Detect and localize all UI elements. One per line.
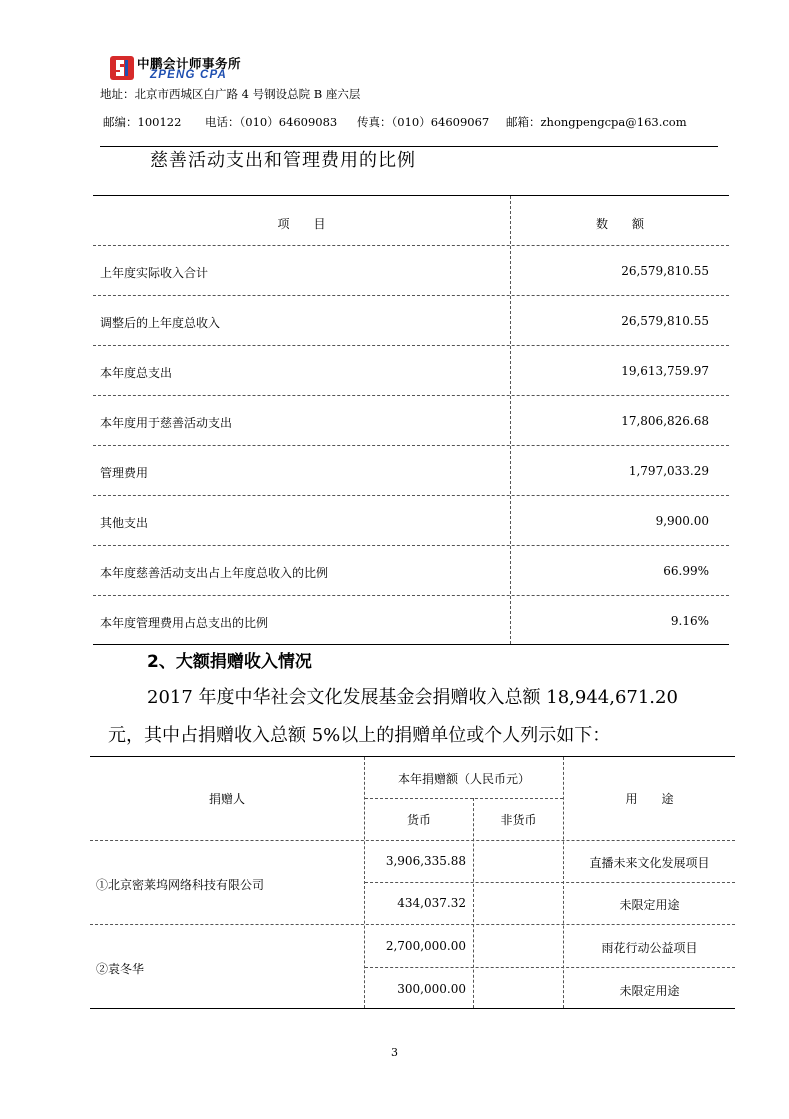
paragraph-line-2: 元，其中占捐赠收入总额 5%以上的捐赠单位或个人列示如下： [108,725,611,746]
donor-name: ②袁冬华 [96,962,145,976]
table-top-border [93,195,729,196]
row-label: 本年度用于慈善活动支出 [100,416,233,430]
col-header-amount: 本年捐赠额（人民币元） [397,772,530,786]
usage: 未限定用途 [619,984,680,998]
page-number: 3 [391,1046,398,1059]
row-value: 26,579,810.55 [621,314,709,328]
col-header-usage: 用 途 [625,792,674,806]
section2-heading: 2、大额捐赠收入情况 [147,652,312,672]
row-label: 管理费用 [100,466,149,480]
section-title: 慈善活动支出和管理费用的比例 [150,150,416,171]
usage: 未限定用途 [619,898,680,912]
col-header-donor: 捐赠人 [208,792,245,806]
row-label: 本年度慈善活动支出占上年度总收入的比例 [100,566,329,580]
row-label: 调整后的上年度总收入 [100,316,221,330]
row-label: 其他支出 [100,516,149,530]
row-value: 1,797,033.29 [628,464,709,478]
col-header-amount: 数 额 [595,217,644,231]
row-value: 26,579,810.55 [621,264,709,278]
firm-name-en: ZPENG CPA [150,69,228,81]
table-bottom-border [90,1008,735,1009]
col-header-item: 项 目 [277,217,326,231]
table-top-border [90,756,735,757]
row-label: 上年度实际收入合计 [100,266,209,280]
row-value: 19,613,759.97 [621,364,709,378]
cash-amount: 3,906,335.88 [385,854,466,868]
firm-address: 地址：北京市西城区白广路 4 号钢设总院 B 座六层 [100,87,361,101]
email: 邮箱：zhongpengcpa@163.com [506,115,687,129]
phone: 电话：（010）64609083 [205,115,338,129]
postcode: 邮编：100122 [103,115,182,129]
donor-name: ①北京密莱坞网络科技有限公司 [96,878,265,892]
paragraph-line-1: 2017 年度中华社会文化发展基金会捐赠收入总额 18,944,671.20 [147,687,678,708]
cash-amount: 300,000.00 [397,982,466,996]
row-value: 17,806,826.68 [621,414,709,428]
row-label: 本年度总支出 [100,366,173,380]
cash-amount: 2,700,000.00 [385,939,466,953]
fax: 传真：（010）64609067 [357,115,490,129]
firm-logo [110,56,134,80]
col-header-cash: 货币 [406,813,431,827]
row-value: 9.16% [670,614,709,628]
col-header-noncash: 非货币 [500,813,537,827]
row-value: 9,900.00 [655,514,709,528]
row-value: 66.99% [663,564,709,578]
firm-name-cn: 中鹏会计师事务所 [137,56,242,71]
usage: 直播未来文化发展项目 [589,856,710,870]
table-bottom-border [93,644,729,645]
cash-amount: 434,037.32 [397,896,466,910]
row-label: 本年度管理费用占总支出的比例 [100,616,269,630]
usage: 雨花行动公益项目 [601,941,698,955]
